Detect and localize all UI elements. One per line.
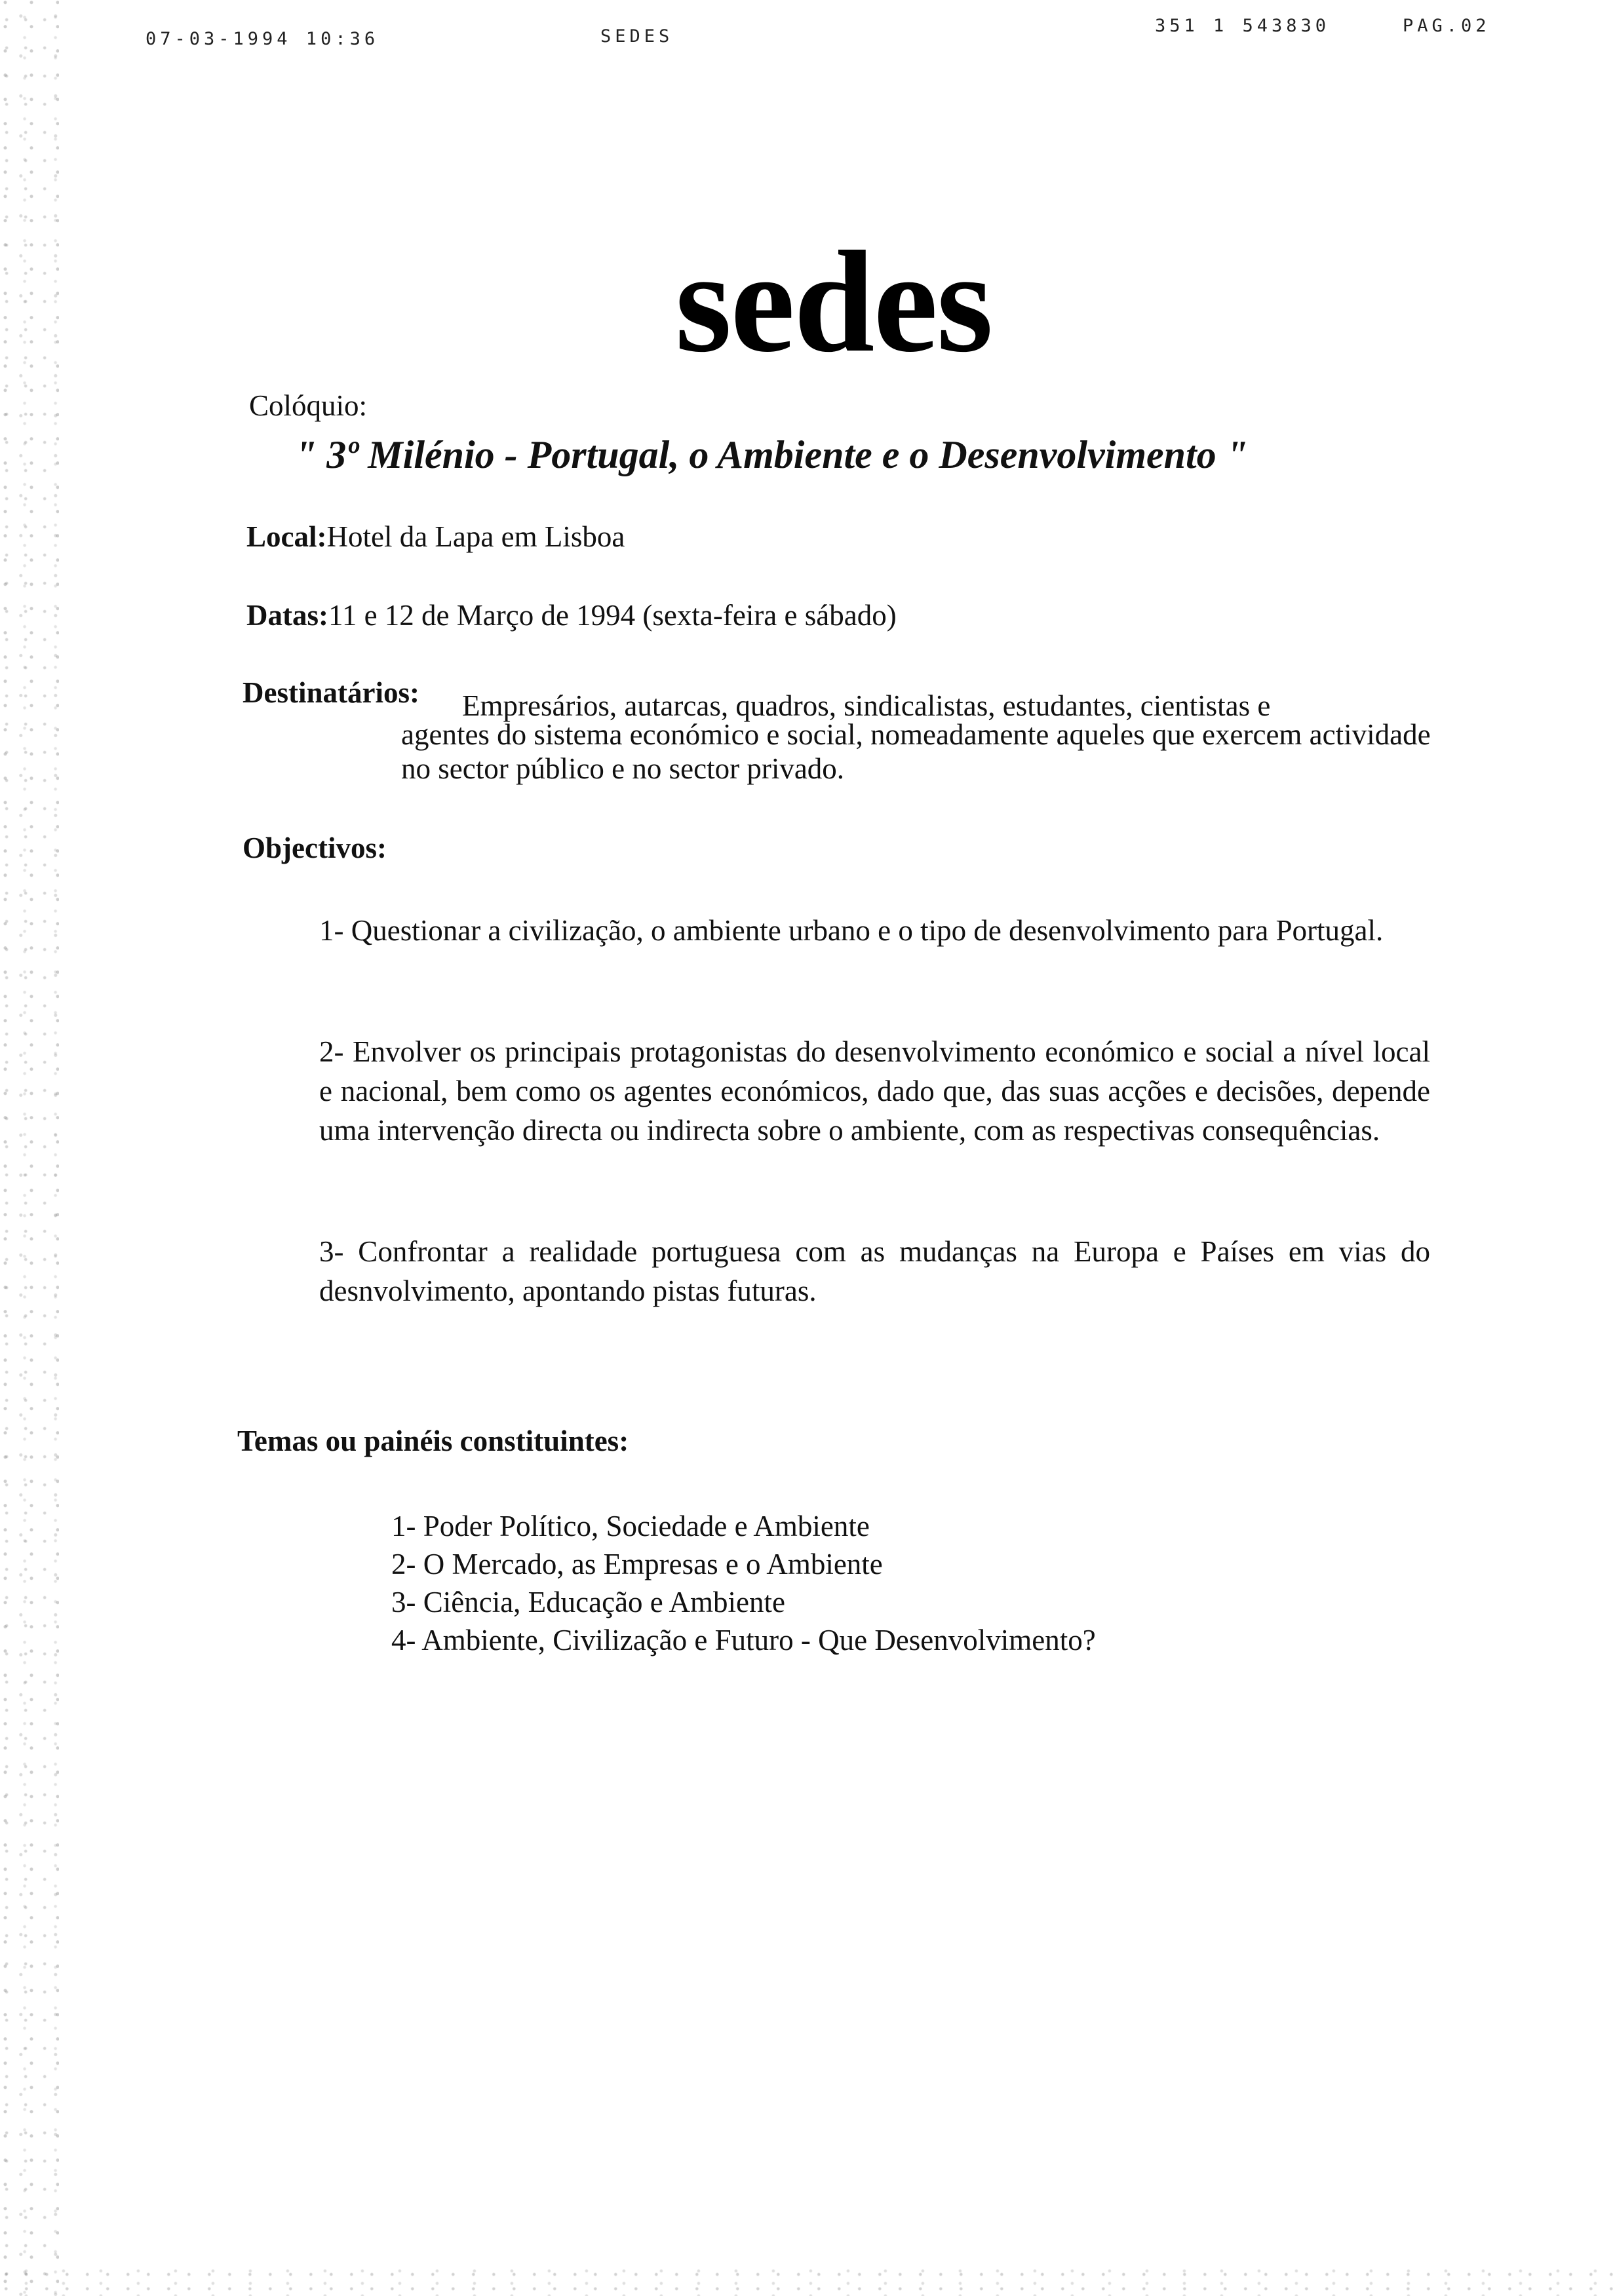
colloquium-title: " 3º Milénio - Portugal, o Ambiente e o Desenvolvimento ": [295, 433, 1248, 476]
recipients-line1: Empresários, autarcas, quadros, sindicalistas, estudantes, cientistas e: [462, 689, 1271, 722]
local-value: Hotel da Lapa em Lisboa: [326, 520, 625, 553]
fax-page-number: PAG.02: [1403, 16, 1490, 36]
theme-item: 3- Ciência, Educação e Ambiente: [391, 1586, 785, 1618]
objective-item: 2- Envolver os principais protagonistas do desenvolvimento económico e social a nível local e nacional, bem como os agentes económicos, dado que, das suas acções e decisões, depende uma intervenção directa ou indirecta sobre o ambiente, com as respectivas consequências.: [319, 1035, 1430, 1147]
fax-datetime: 07-03-1994 10:36: [146, 29, 379, 49]
recipients-label: Destinatários:: [243, 676, 419, 709]
theme-item: 4- Ambiente, Civilização e Futuro - Que Desenvolvimento?: [391, 1624, 1096, 1656]
objective-item: 1- Questionar a civilização, o ambiente urbano e o tipo de desenvolvimento para Portugal.: [319, 914, 1384, 947]
dates-value: 11 e 12 de Março de 1994 (sexta-feira e sábado): [328, 599, 897, 632]
colloquium-label: Colóquio:: [249, 389, 368, 422]
scan-noise-bottom: [0, 2267, 1615, 2296]
themes-label: Temas ou painéis constituintes:: [237, 1425, 629, 1457]
fax-sender: SEDES: [600, 26, 674, 47]
scan-noise-left: [0, 0, 59, 2296]
dates-label: Datas:: [246, 599, 328, 632]
local-label: Local:: [246, 520, 327, 553]
fax-number: 351 1 543830: [1155, 16, 1331, 36]
local-line: [246, 518, 625, 556]
dates-line: [246, 596, 897, 634]
recipients-rest: agentes do sistema económico e social, nomeadamente aqueles que exercem actividade no sector público e no sector privado.: [401, 718, 1431, 785]
sedes-logo: sedes: [675, 221, 992, 383]
theme-item: 2- O Mercado, as Empresas e o Ambiente: [391, 1548, 883, 1580]
objectives-label: Objectivos:: [243, 832, 387, 864]
themes-list: [391, 1507, 1096, 1659]
objective-item: 3- Confrontar a realidade portuguesa com as mudanças na Europa e Países em vias do desnvolvimento, apontando pistas futuras.: [319, 1235, 1430, 1307]
theme-item: 1- Poder Político, Sociedade e Ambiente: [391, 1510, 870, 1542]
